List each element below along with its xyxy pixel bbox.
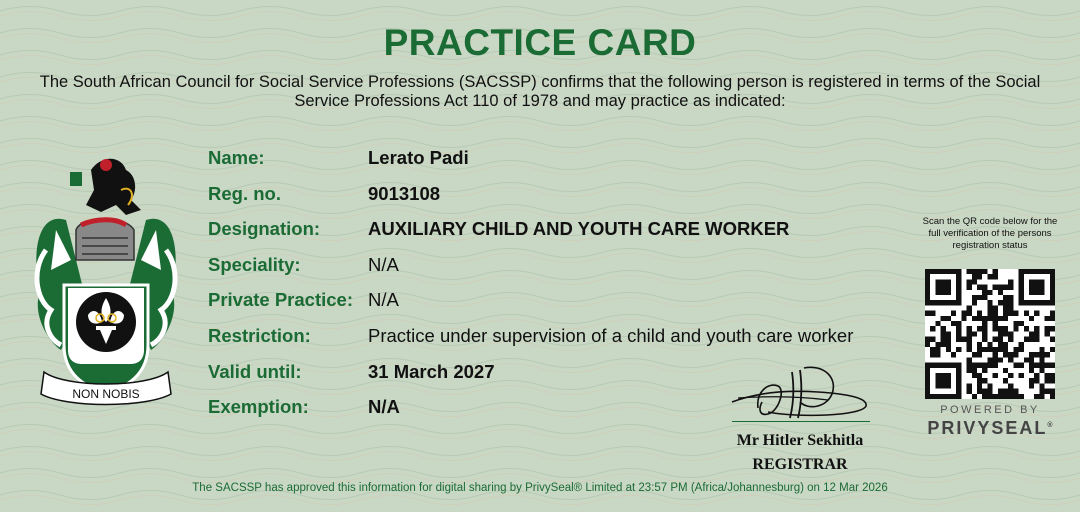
registrar-name: Mr Hitler Sekhitla — [736, 432, 864, 449]
card-title: PRACTICE CARD — [383, 22, 697, 63]
field-value: N/A — [368, 254, 399, 275]
field-value: N/A — [368, 396, 400, 417]
field-value: Practice under supervision of a child and youth care worker — [368, 325, 854, 346]
field-label: Reg. no. — [208, 183, 281, 204]
qr-instructions: Scan the QR code below for the full verification of the persons registration status — [922, 216, 1058, 251]
intro-text: The South African Council for Social Service Professions (SACSSP) confirms that the following person is registered in terms of the Social Service Professions Act 110 of 1978 and may practice as indicated: — [39, 73, 1041, 110]
field-value: 9013108 — [368, 183, 441, 204]
field-label: Restriction: — [208, 325, 311, 346]
privyseal-logo — [920, 418, 1060, 439]
field-value: 31 March 2027 — [368, 361, 495, 382]
signature-line — [732, 421, 870, 422]
field-label: Name: — [208, 147, 265, 168]
sacssp-crest-icon — [26, 150, 186, 410]
registrar-signature — [728, 362, 872, 424]
field-value: Lerato Padi — [368, 147, 469, 168]
field-label: Designation: — [208, 218, 321, 239]
field-value: N/A — [368, 289, 399, 310]
field-label: Private Practice: — [208, 289, 354, 310]
privyseal-trademark: ® — [1047, 422, 1053, 429]
privyseal-brand: PRIVYSEAL — [927, 418, 1048, 438]
powered-by-label: POWERED BY — [940, 404, 1040, 416]
footer-disclaimer: The SACSSP has approved this information for digital sharing by PrivySeal® Limited at 23:57 PM (Africa/Johannesburg) on 12 Mar 2026 — [192, 482, 888, 494]
field-label: Speciality: — [208, 254, 301, 275]
qr-code-icon[interactable] — [925, 269, 1055, 399]
crest-motto: NON NOBIS — [72, 387, 140, 401]
field-label: Valid until: — [208, 361, 302, 382]
field-value: AUXILIARY CHILD AND YOUTH CARE WORKER — [368, 218, 790, 239]
field-label: Exemption: — [208, 396, 309, 417]
registrar-role: REGISTRAR — [752, 456, 848, 473]
